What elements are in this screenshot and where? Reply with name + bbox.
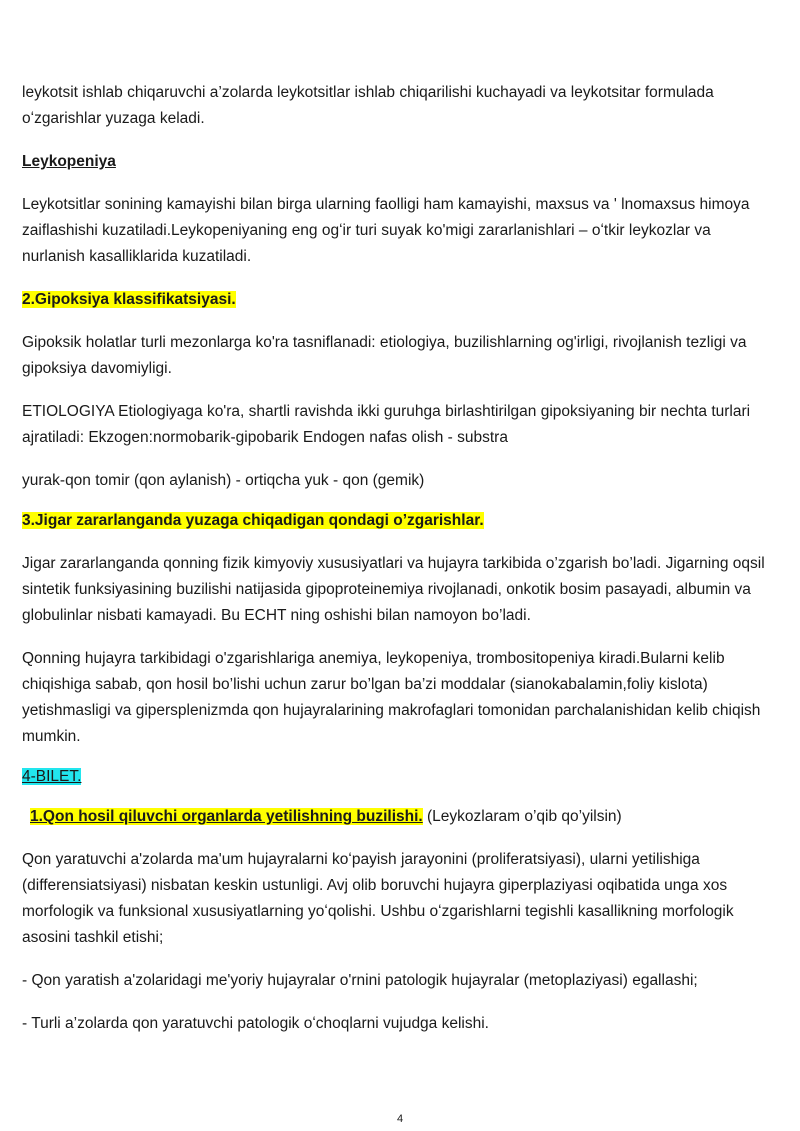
paragraph-qon-yaratuvchi: Qon yaratuvchi a'zolarda ma'um hujayralarni koʻpayish jarayonini (proliferatsiyasi), ularni yetilishiga (differensiatsiyasi) nisbatan keskin ustunligi. Avj olib boruvchi hujayra giperplaziyasi oqibatida unga xos morfologik va funksional xususiyatlarning yoʻqolishi. Ushbu oʻzgarishlarni tegishli kasallikning morfologik asosini tashkil etishi; bbox=[22, 851, 734, 946]
heading-leykopeniya bbox=[22, 149, 772, 175]
paragraph-leykotsit: leykotsit ishlab chiqaruvchi a’zolarda leykotsitlar ishlab chiqarilishi kuchayadi va leykotsitar formulada oʻzgarishlar yuzaga keladi. bbox=[22, 84, 714, 127]
paragraph-yurak: yurak-qon tomir (qon aylanish) - ortiqcha yuk - qon (gemik) bbox=[22, 472, 425, 489]
paragraph-leykopeniya: Leykotsitlar sonining kamayishi bilan birga ularning faolligi ham kamayishi, maxsus va ' lnomaxsus himoya zaiflashishi kuzatiladi.Leykopeniyaning eng ogʻir turi suyak ko'migi zararlanishlari – oʻtkir leykozlar va nurlanish kasalliklarida kuzatiladi. bbox=[22, 196, 750, 265]
paragraph-etiologiya: ETIOLOGIYA Etiologiyaga ko'ra, shartli ravishda ikki guruhga birlashtirilgan gipoksiyaning bir nechta turlari ajratiladi: Ekzogen:normobarik-gipobarik Endogen nafas olish - substra bbox=[22, 403, 751, 446]
heading-leykopeniya-text: Leykopeniya bbox=[22, 153, 116, 170]
heading-gipoksiya-text: 2.Gipoksiya klassifikatsiyasi. bbox=[22, 291, 236, 308]
paragraph-gipoksik: Gipoksik holatlar turli mezonlarga ko'ra tasniflanadi: etiologiya, buzilishlarning og'irligi, rivojlanish tezligi va gipoksiya davomiyligi. bbox=[22, 334, 747, 377]
heading-bilet-text: 4-BILET. bbox=[22, 768, 82, 785]
heading-qon-hosil-text: 1.Qon hosil qiluvchi organlarda yetilishning buzilishi. bbox=[30, 808, 423, 825]
heading-qon-hosil bbox=[22, 804, 772, 830]
paragraph-ochoqlar: - Turli a’zolarda qon yaratuvchi patologik oʻchoqlarni vujudga kelishi. bbox=[22, 1015, 489, 1032]
document-page bbox=[22, 80, 772, 1037]
paragraph-metoplaziya: - Qon yaratish a'zolaridagi me'yoriy hujayralar o'rnini patologik hujayralar (metoplaziyasi) egallashi; bbox=[22, 972, 698, 989]
paragraph-jigar: Jigar zararlanganda qonning fizik kimyoviy xususiyatlari va hujayra tarkibida o’zgarish bo’ladi. Jigarning oqsil sintetik funksiyasining buzilishi natijasida gipoproteinemiya rivojlanadi, onkotik bosim pasayadi, albumin va globulinlar nisbati kamayadi. Bu ECHT ning oshishi bilan namoyon bo’ladi. bbox=[22, 555, 765, 624]
page-number: 4 bbox=[396, 1113, 404, 1125]
heading-jigar bbox=[22, 508, 772, 534]
heading-jigar-text: 3.Jigar zararlanganda yuzaga chiqadigan qondagi o’zgarishlar. bbox=[22, 512, 484, 529]
heading-bilet bbox=[22, 764, 772, 790]
paragraph-qon-hujayra: Qonning hujayra tarkibidagi o'zgarishlariga anemiya, leykopeniya, trombositopeniya kiradi.Bularni kelib chiqishiga sabab, qon hosil bo’lishi uchun zarur bo’lgan ba’zi moddalar (sianokabalamin,foliy kislota) yetishmasligi va gipersplenizmda qon hujayralarining makrofaglari tomonidan parchalanishidan kelib chiqish mumkin. bbox=[22, 650, 761, 745]
heading-gipoksiya bbox=[22, 287, 772, 313]
heading-qon-hosil-note: (Leykozlaram o’qib qo’yilsin) bbox=[422, 808, 622, 825]
